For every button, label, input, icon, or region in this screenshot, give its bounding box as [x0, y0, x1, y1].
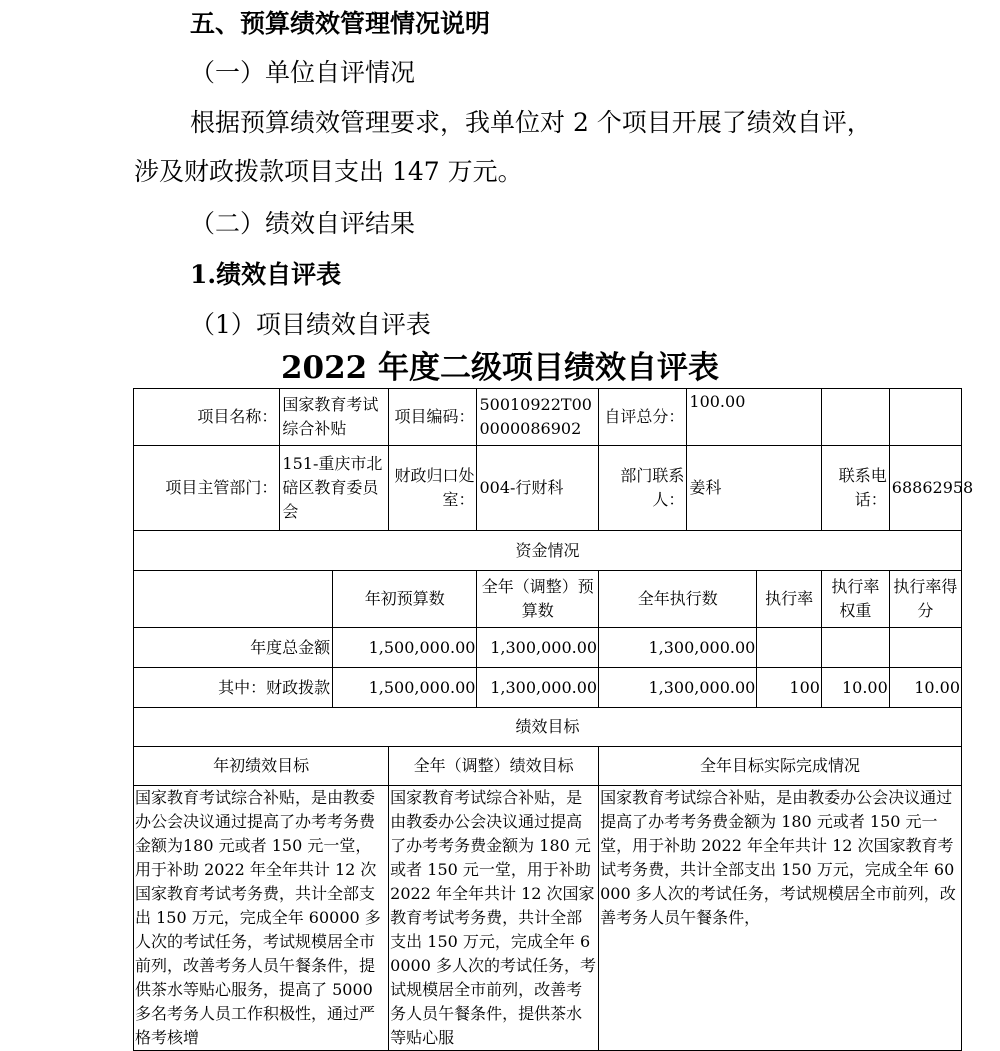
table-row: [134, 668, 962, 708]
self-score-label: 自评总分：: [599, 389, 687, 446]
dept-value: 151-重庆市北碚区教育委员会: [280, 446, 389, 531]
goal-actual-header: 全年目标实际完成情况: [599, 747, 962, 786]
table-row: [134, 571, 962, 628]
phone-value: 68862958: [889, 446, 961, 531]
goal-actual-text: 国家教育考试综合补贴，是由教委办公会决议通过提高了办考考务费金额为 180 元或者 150 元一堂，用于补助 2022 年全年共计 12 次国家教育考试考务费，共计全部支出 150 万元，完成全年 60000 多人次的考试任务，考试规模居全市前列，改善考务人员午餐条件，: [599, 786, 962, 1051]
table-title: 2022 年度二级项目绩效自评表: [280, 350, 720, 386]
paragraph-line-2: 涉及财政拨款项目支出 147 万元。: [134, 157, 523, 186]
goal-initial-header: 年初绩效目标: [134, 747, 389, 786]
table-row: [134, 628, 962, 668]
subsection-heading-table: 1.绩效自评表: [190, 260, 342, 289]
col-executed: 全年执行数: [599, 571, 757, 628]
goal-adjusted-header: 全年（调整）绩效目标: [389, 747, 599, 786]
self-score-value: 100.00: [687, 389, 822, 446]
subsection-heading-self-evaluation: （一）单位自评情况: [190, 58, 416, 87]
empty-cell: [821, 628, 889, 668]
row-fiscal-score: 10.00: [889, 668, 961, 708]
row-total-initial: 1,500,000.00: [333, 628, 477, 668]
project-evaluation-table: [133, 388, 974, 1051]
col-exec-rate: 执行率: [757, 571, 822, 628]
goal-initial-text: 国家教育考试综合补贴，是由教委办公会决议通过提高了办考考务费金额为180 元或者 150 元一堂，用于补助 2022 年全年共计 12 次国家教育考试考务费，共计全部支出 150 万元，完成全年 60000 多人次的考试任务，考试规模居全市前列，改善考务人员午餐条件，提供茶水等贴心服务，提高了 5000 多名考务人员工作积极性，通过严格考核增: [134, 786, 389, 1051]
project-code-value: 50010922T000000086902: [477, 389, 599, 446]
subsection-heading-project-table: （1）项目绩效自评表: [190, 310, 431, 339]
col-initial-budget: 年初预算数: [333, 571, 477, 628]
subsection-heading-results: （二）绩效自评结果: [190, 209, 416, 238]
table-row: [134, 786, 962, 1051]
row-total-label: 年度总金额: [134, 628, 333, 668]
table-row: [134, 389, 962, 446]
row-fiscal-weight: 10.00: [821, 668, 889, 708]
row-fiscal-initial: 1,500,000.00: [333, 668, 477, 708]
project-name-value: 国家教育考试综合补贴: [280, 389, 389, 446]
goal-adjusted-text: 国家教育考试综合补贴，是由教委办公会决议通过提高了办考考务费金额为 180 元或者 150 元一堂，用于补助 2022 年全年共计 12 次国家教育考试考务费，共计全部支出 150 万元，完成全年 60000 多人次的考试任务，考试规模居全市前列，改善考务人员午餐条件，提供茶水等贴心服: [389, 786, 599, 1051]
empty-cell: [889, 389, 961, 446]
col-adjusted-budget: 全年（调整）预算数: [477, 571, 599, 628]
empty-cell: [889, 628, 961, 668]
col-rate-score: 执行率得分: [889, 571, 961, 628]
contact-person-label: 部门联系人：: [599, 446, 687, 531]
table-row: [134, 446, 962, 531]
row-fiscal-label: 其中：财政拨款: [134, 668, 333, 708]
empty-cell: [757, 628, 822, 668]
table-row: [134, 708, 962, 747]
row-fiscal-executed: 1,300,000.00: [599, 668, 757, 708]
empty-cell: [134, 571, 333, 628]
goals-header: 绩效目标: [134, 708, 962, 747]
funds-header: 资金情况: [134, 531, 962, 571]
dept-label: 项目主管部门：: [134, 446, 280, 531]
table-row: [134, 531, 962, 571]
finance-office-label: 财政归口处室：: [389, 446, 477, 531]
phone-label: 联系电话：: [821, 446, 889, 531]
col-rate-weight: 执行率权重: [821, 571, 889, 628]
project-name-label: 项目名称：: [134, 389, 280, 446]
row-total-adjusted: 1,300,000.00: [477, 628, 599, 668]
table-row: [134, 747, 962, 786]
row-total-executed: 1,300,000.00: [599, 628, 757, 668]
row-fiscal-rate: 100: [757, 668, 822, 708]
row-fiscal-adjusted: 1,300,000.00: [477, 668, 599, 708]
empty-cell: [821, 389, 889, 446]
finance-office-value: 004-行财科: [477, 446, 599, 531]
section-heading: 五、预算绩效管理情况说明: [190, 9, 491, 38]
project-code-label: 项目编码：: [389, 389, 477, 446]
contact-person-value: 姜科: [687, 446, 822, 531]
paragraph-line-1: 根据预算绩效管理要求，我单位对 2 个项目开展了绩效自评，: [190, 108, 872, 137]
